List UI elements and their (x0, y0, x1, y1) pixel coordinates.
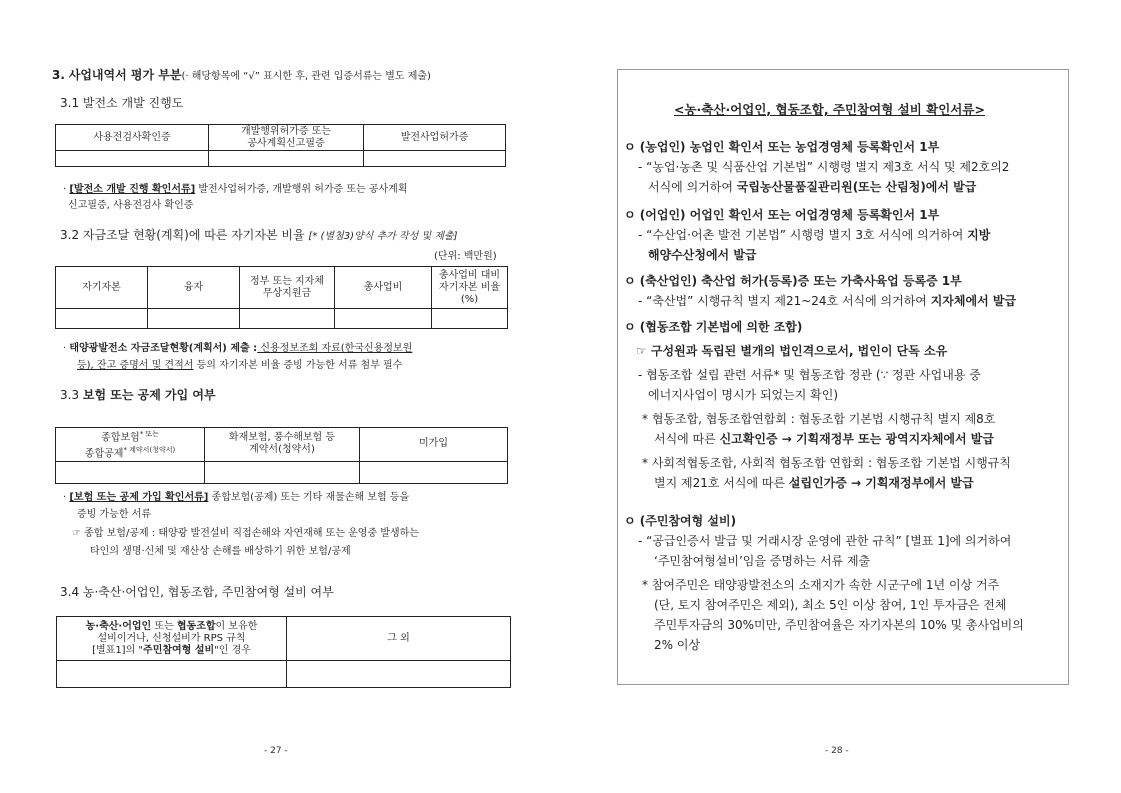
s33-check-2[interactable] (205, 461, 360, 483)
s32-input-5[interactable] (432, 309, 508, 329)
s32-title: 3.2 자금조달 현황(계획)에 따른 자기자본 비율 [* (별첨3)양식 추가 작성 및 제출] (60, 228, 458, 242)
s33-table (55, 427, 508, 484)
line-coop-union-2: 서식에 따른 신고확인증 → 기획재정부 또는 광역지자체에서 발급 (654, 432, 994, 446)
s31-header-2: 개발행위허가증 또는 공사계획신고필증 (209, 125, 364, 151)
s33-header-3: 미가입 (360, 428, 508, 462)
s32-input-3[interactable] (240, 309, 335, 329)
line-livestock-law: - “축산법” 시행규칙 별지 제21~24호 서식에 의거하여 지자체에서 발급 (638, 294, 1017, 308)
s33-title: 3.3 보험 또는 공제 가입 여부 (60, 388, 216, 402)
s31-check-3[interactable] (364, 151, 506, 167)
s31-header-3: 발전사업허가증 (364, 125, 506, 151)
line-coop-union: * 협동조합, 협동조합연합회 : 협동조합 기본법 시행규칙 별지 제8호 (642, 412, 996, 426)
s33-header-1: 종합보험$^{* 또는}$ 종합공제$^{* 계약서(청약서)}$ (56, 428, 205, 462)
s31-note-line2: 신고필증, 사용전검사 확인증 (68, 200, 194, 211)
line-fisher-issuer: 해양수산청에서 발급 (648, 248, 757, 262)
line-farmer-issuer: 서식에 의거하여 국립농산물품질관리원(또는 산림청)에서 발급 (648, 180, 977, 194)
line-coop-note: ☞ 구성원과 독립된 별개의 법인격으로서, 법인이 단독 소유 (636, 344, 948, 358)
line-farmer-law: - “농업·농촌 및 식품산업 기본법” 시행령 별지 제3호 서식 및 제2호의2 (638, 160, 1010, 174)
section-title: 사업내역서 평가 부분 (68, 68, 182, 82)
line-coop-docs-2: 에너지사업이 명시가 되었는지 확인) (648, 388, 839, 402)
section-number: 3. (52, 68, 65, 82)
s34-cell-1: 농·축산·어업인 또는 협동조합이 보유한 설비이거나, 신청설비가 RPS 규칙 [별표1]의 "주민참여형 설비"인 경우 (57, 617, 287, 661)
s32-note-line2: 등), 잔고 증명서 및 견적서 등의 자기자본 비율 증빙 가능한 서류 첨부 필수 (77, 360, 403, 371)
s31-table (55, 124, 506, 167)
s32-input-4[interactable] (335, 309, 432, 329)
s33-header-2: 화재보험, 풍수해보험 등 계약서(청약서) (205, 428, 360, 462)
document-box (617, 69, 1069, 685)
section-note: (· 해당항목에 “√” 표시한 후, 관련 입증서류는 별도 제출) (181, 71, 431, 82)
s31-check-1[interactable] (56, 151, 209, 167)
s34-table (56, 616, 511, 688)
s32-note-line1: · 태양광발전소 자금조달현황(계획서) 제출 : 신용정보조회 자료(한국신용정보원 (63, 343, 413, 354)
line-resident-cond-4: 2% 이상 (654, 638, 701, 652)
s31-header-1: 사용전검사확인증 (56, 125, 209, 151)
line-coop-docs: - 협동조합 설립 관련 서류* 및 협동조합 정관 (∵ 정관 사업내용 중 (638, 368, 981, 382)
s34-check-2[interactable] (287, 661, 511, 688)
page-number-left: - 27 - (264, 746, 288, 756)
line-resident-cond-2: (단, 토지 참여주민은 제외), 최소 5인 이상 참여, 1인 투자금은 전체 (654, 598, 1007, 612)
line-resident-cond-1: * 참여주민은 태양광발전소의 소재지가 속한 시군구에 1년 이상 거주 (642, 578, 1000, 592)
line-livestock: ㅇ (축산업인) 축산업 허가(등록)증 또는 가축사육업 등록증 1부 (624, 274, 962, 288)
s33-note-line2: 증빙 가능한 서류 (77, 509, 151, 520)
s32-header-3: 정부 또는 지자체 무상지원금 (240, 267, 335, 309)
line-farmer: ㅇ (농업인) 농업인 확인서 또는 농업경영체 등록확인서 1부 (624, 140, 940, 154)
s34-title: 3.4 농·축산·어업인, 협동조합, 주민참여형 설비 여부 (60, 585, 334, 599)
s32-table (55, 266, 508, 329)
line-social-coop-2: 별지 제21호 서식에 따른 설립인가증 → 기획재정부에서 발급 (654, 476, 974, 490)
line-fisher: ㅇ (어업인) 어업인 확인서 또는 어업경영체 등록확인서 1부 (624, 208, 940, 222)
s33-note-line1: · [보험 또는 공제 가입 확인서류] 종합보험(공제) 또는 기타 재물손해 보험 등을 (63, 492, 410, 503)
s34-cell-2: 그 외 (287, 617, 511, 661)
s32-input-2[interactable] (148, 309, 240, 329)
s33-check-3[interactable] (360, 461, 508, 483)
line-coop: ㅇ (협동조합 기본법에 의한 조합) (624, 320, 803, 334)
s32-input-1[interactable] (56, 309, 148, 329)
s34-check-1[interactable] (57, 661, 287, 688)
line-resident-law-2: ‘주민참여형설비’임을 증명하는 서류 제출 (654, 554, 871, 568)
s33-note2-line2: 타인의 생명·신체 및 재산상 손해를 배상하기 위한 보험/공제 (90, 546, 351, 557)
s33-note2-line1: ☞ 종합 보험/공제 : 태양광 발전설비 직접손해와 자연재해 또는 운영중 발생하는 (72, 528, 419, 539)
line-resident-cond-3: 주민투자금의 30%미만, 주민참여율은 자기자본의 10% 및 총사업비의 (654, 618, 1024, 632)
line-resident: ㅇ (주민참여형 설비) (624, 514, 737, 528)
s33-check-1[interactable] (56, 461, 205, 483)
s32-header-4: 총사업비 (335, 267, 432, 309)
s32-header-5: 총사업비 대비 자기자본 비율 (%) (432, 267, 508, 309)
line-resident-law: - “공급인증서 발급 및 거래시장 운영에 관한 규칙” [별표 1]에 의거하여 (638, 534, 1012, 548)
line-fisher-law: - “수산업·어촌 발전 기본법” 시행령 별지 3호 서식에 의거하여 지방 (638, 228, 991, 242)
s31-title: 3.1 발전소 개발 진행도 (60, 96, 184, 110)
box-title: <농·축산·어업인, 협동조합, 주민참여형 설비 확인서류> (674, 102, 985, 117)
s32-header-1: 자기자본 (56, 267, 148, 309)
line-social-coop: * 사회적협동조합, 사회적 협동조합 연합회 : 협동조합 기본법 시행규칙 (642, 456, 1011, 470)
page-number-right: - 28 - (825, 746, 849, 756)
s32-unit: (단위: 백만원) (434, 251, 497, 262)
s31-note-line1: · [발전소 개발 진행 확인서류] 발전사업허가증, 개발행위 허가증 또는 공사계획 (63, 184, 408, 195)
section-heading (52, 66, 431, 83)
s32-header-2: 융자 (148, 267, 240, 309)
s31-check-2[interactable] (209, 151, 364, 167)
